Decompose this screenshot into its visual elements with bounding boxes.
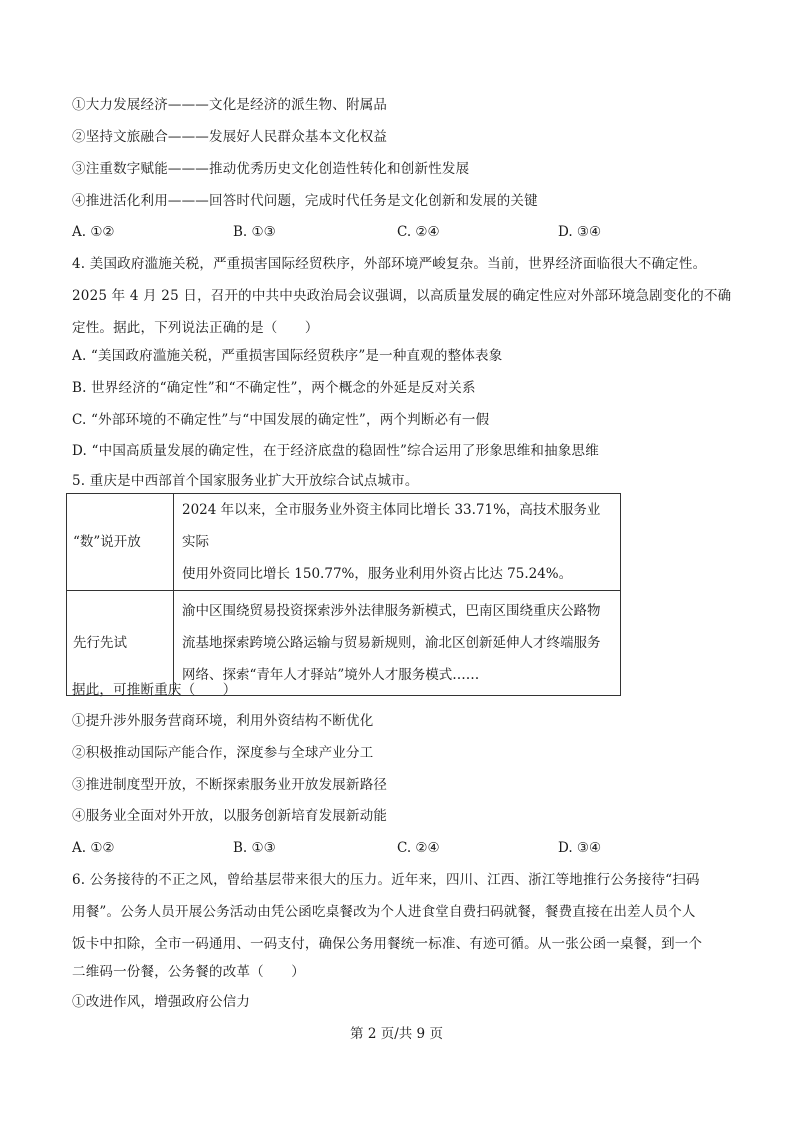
q5-statement-1: ①提升涉外服务营商环境，利用外资结构不断优化 — [72, 713, 374, 729]
row-content-line: 渝中区围绕贸易投资探索涉外法律服务新模式，巴南区围绕重庆公路物 — [182, 603, 601, 619]
option-d: D. ③④ — [558, 224, 602, 240]
q4-stem-line-1: 4. 美国政府滥施关税，严重损害国际经贸秩序，外部环境严峻复杂。当前，世界经济面临很大不确定性。 — [72, 256, 707, 272]
row-content-line: 2024 年以来，全市服务业外资主体同比增长 33.71%，高技术服务业实际 — [182, 502, 601, 550]
q6-statement-1: ①改进作风，增强政府公信力 — [72, 994, 251, 1010]
option-a: A. ①② — [72, 224, 115, 240]
option-b: B. ①③ — [233, 224, 276, 240]
row-content-line: 流基地探索跨境公路运输与贸易新规则，渝北区创新延伸人才终端服务 — [182, 635, 601, 651]
page-footer: 第 2 页/共 9 页 — [350, 1026, 443, 1042]
row-content-pilot — [174, 591, 621, 696]
q5-statement-2: ②积极推动国际产能合作，深度参与全球产业分工 — [72, 745, 374, 761]
q6-stem-line-2: 用餐”。公务人员开展公务活动由凭公函吃桌餐改为个人进食堂自费扫码就餐，餐费直接在出差人员个人 — [72, 904, 696, 920]
row-header-pilot: 先行先试 — [67, 591, 174, 696]
statement-1: ①大力发展经济———文化是经济的派生物、附属品 — [72, 97, 388, 113]
q4-option-a: A. “美国政府滥施关税，严重损害国际经贸秩序”是一种直观的整体表象 — [72, 348, 503, 364]
q6-stem-line-3: 饭卡中扣除，全市一码通用、一码支付，确保公务用餐统一标准、有迹可循。从一张公函一桌餐，到一个 — [72, 936, 703, 952]
q4-stem-line-3: 定性。据此，下列说法正确的是（ ） — [72, 320, 319, 336]
row-content-line: 使用外资同比增长 150.77%，服务业利用外资占比达 75.24%。 — [182, 566, 573, 582]
option-c: C. ②④ — [397, 840, 440, 856]
q5-ask: 据此，可推断重庆（ ） — [72, 682, 237, 698]
q5-statement-3: ③推进制度型开放，不断探索服务业开放发展新路径 — [72, 777, 388, 793]
row-header-data: “数”说开放 — [67, 494, 174, 591]
q4-option-d: D. “中国高质量发展的确定性，在于经济底盘的稳固性”综合运用了形象思维和抽象思维 — [72, 443, 599, 459]
option-b: B. ①③ — [233, 840, 276, 856]
q5-stem: 5. 重庆是中西部首个国家服务业扩大开放综合试点城市。 — [72, 473, 419, 489]
option-c: C. ②④ — [397, 224, 440, 240]
statement-2: ②坚持文旅融合———发展好人民群众基本文化权益 — [72, 129, 388, 145]
option-a: A. ①② — [72, 840, 115, 856]
row-content-line: 网络、探索“青年人才驿站”境外人才服务模式…… — [182, 667, 480, 683]
table-row — [67, 494, 621, 591]
q4-option-b: B. 世界经济的“确定性”和“不确定性”，两个概念的外延是反对关系 — [72, 380, 476, 396]
row-content-data — [174, 494, 621, 591]
q6-stem-line-4: 二维码一份餐，公务餐的改革（ ） — [72, 964, 305, 980]
statement-4: ④推进活化利用———回答时代问题，完成时代任务是文化创新和发展的关键 — [72, 193, 538, 209]
q5-statement-4: ④服务业全面对外开放，以服务创新培育发展新动能 — [72, 808, 388, 824]
option-d: D. ③④ — [558, 840, 602, 856]
q4-stem-line-2: 2025 年 4 月 25 日，召开的中共中央政治局会议强调，以高质量发展的确定性应对外部环境急剧变化的不确 — [72, 288, 732, 304]
q6-stem-line-1: 6. 公务接待的不正之风，曾给基层带来很大的压力。近年来，四川、江西、浙江等地推行公务接待“扫码 — [72, 872, 700, 888]
q5-info-table — [66, 493, 621, 696]
statement-3: ③注重数字赋能———推动优秀历史文化创造性转化和创新性发展 — [72, 161, 470, 177]
q4-option-c: C. “外部环境的不确定性”与“中国发展的确定性”，两个判断必有一假 — [72, 412, 490, 428]
